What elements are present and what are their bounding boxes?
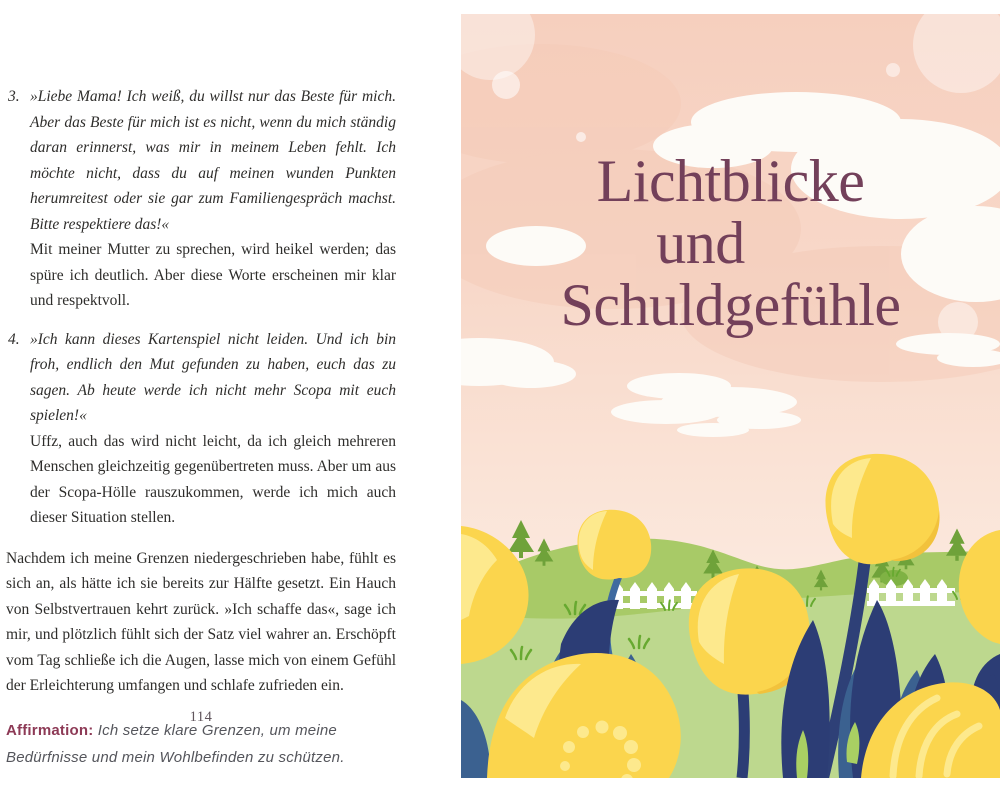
list-item-3 [6,84,396,314]
list-item-response: Mit meiner Mutter zu sprechen, wird heikel werden; das spüre ich deutlich. Aber diese Worte erscheinen mir klar und respektvoll. [30,241,396,309]
list-item-quote: »Liebe Mama! Ich weiß, du willst nur das Beste für mich. Aber das Beste für mich ist es nicht, wenn du mich ständig daran erinnerst, was mir in meinem Leben fehlt. Ich möchte nicht, dass du auf meinen wunden Punkten herumreitest oder sie gar zum Familiengespräch machst. Bitte respektiere das!« [30,88,396,233]
left-page [0,0,460,800]
list-item-4 [6,327,396,531]
affirmation-label: Affirmation: [6,721,94,739]
list-item-response: Uffz, auch das wird nicht leicht, da ich gleich mehreren Menschen gleichzeitig gegenübertreten muss. Aber um aus der Scopa-Hölle rauszukommen, werde ich mich auch dieser Situation stellen. [30,432,396,526]
left-page-text-column [6,84,396,771]
list-item-number: 3. [8,88,20,105]
chapter-title [461,150,1000,336]
affirmation-text: Ich setze klare Grenzen, um meine Bedürfnisse und mein Wohlbefinden zu schützen. [6,721,345,766]
page-number: 114 [189,709,213,725]
list-item-number: 4. [8,330,20,348]
chapter-title-line-1: Lichtblicke [596,148,865,214]
right-page-chapter-opener [461,14,1000,778]
body-paragraph: Nachdem ich meine Grenzen niedergeschrieben habe, fühlt es sich an, als hätte ich sie bereits zur Hälfte gesetzt. Ein Hauch von Selbstvertrauen kehrt zurück. »Ich schaffe das«, sage ich mir, und plötzlich fühlt sich der Satz viel wahrer an. Erschöpft vom Tag schließe ich die Augen, lasse mich von einem Gefühl der Erleichterung umfangen und schlafe zufrieden ein. [6,549,396,694]
chapter-title-line-2: und [656,210,745,276]
list-item-quote: »Ich kann dieses Kartenspiel nicht leiden. Und ich bin froh, endlich den Mut gefunden zu haben, euch das zu sagen. Ab heute werde ich nicht mehr Scopa mit euch spielen!« [30,330,396,424]
chapter-title-line-3: Schuldgefühle [560,272,901,338]
chapter-illustration [461,14,1000,778]
